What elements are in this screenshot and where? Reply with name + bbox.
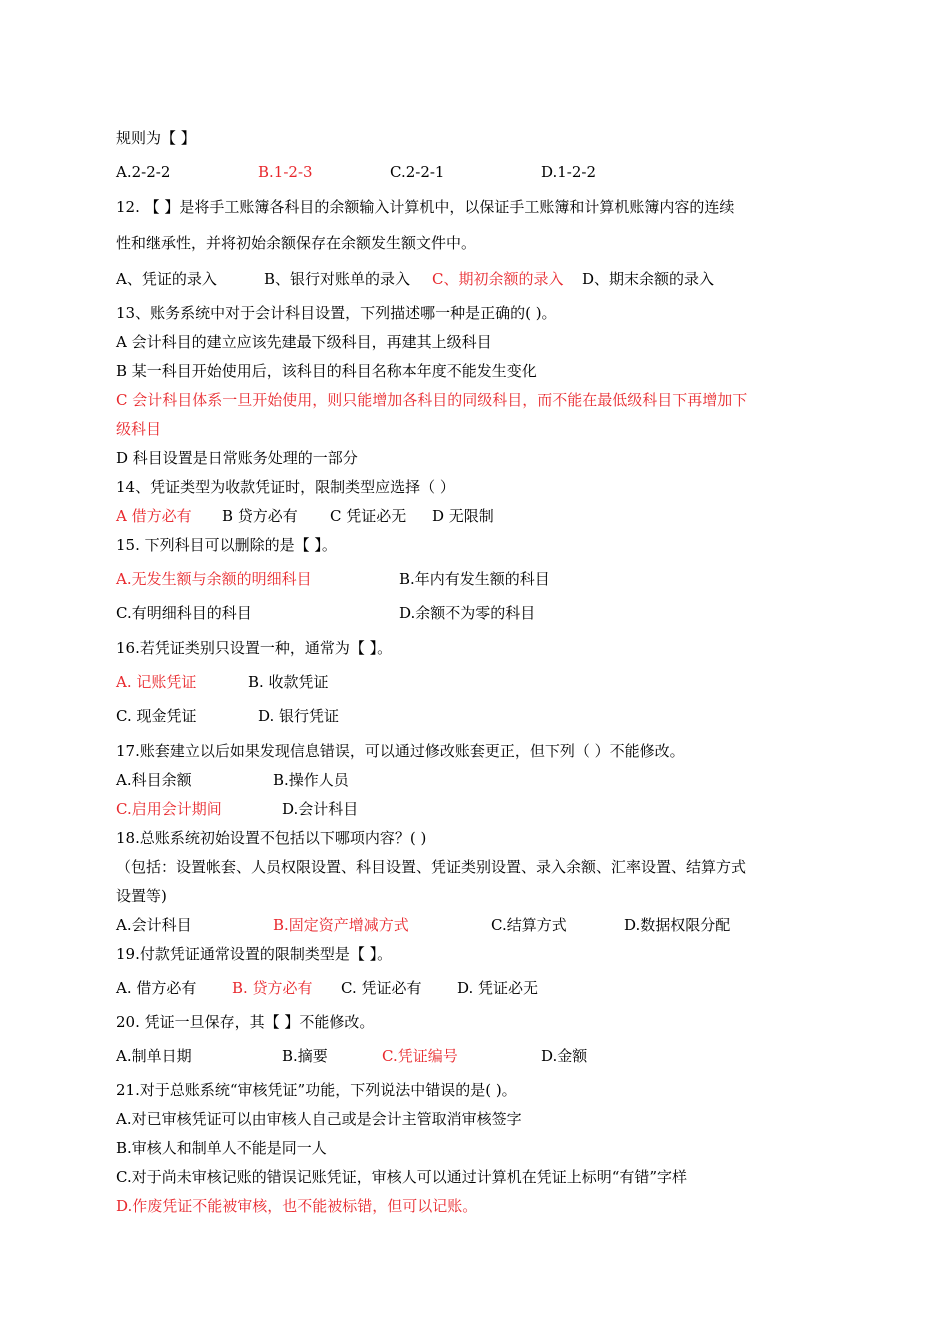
q15-option-d: D.余额不为零的科目 [399, 604, 536, 622]
q14-option-a-answer: A 借方必有 [116, 507, 192, 525]
q11-option-b-answer: B.1-2-3 [258, 163, 313, 181]
q12-option-c-answer: C、期初余额的录入 [432, 270, 564, 288]
q12-option-a: A、凭证的录入 [116, 270, 217, 288]
q13-option-a: A 会计科目的建立应该先建最下级科目，再建其上级科目 [116, 333, 492, 351]
q12-option-d: D、期末余额的录入 [582, 270, 715, 288]
q18-option-c: C.结算方式 [491, 916, 567, 934]
q13-option-c-answer-line2: 级科目 [116, 420, 162, 438]
q18-option-a: A.会计科目 [116, 916, 192, 934]
q17-option-c-answer: C.启用会计期间 [116, 800, 222, 818]
q15-stem: 15. 下列科目可以删除的是【 】。 [116, 536, 337, 554]
q18-option-b-answer: B.固定资产增减方式 [273, 916, 409, 934]
q17-option-b: B.操作人员 [273, 771, 349, 789]
q12-stem-line1: 12. 【 】是将手工账簿各科目的余额输入计算机中，以保证手工账簿和计算机账簿内容的连续 [116, 198, 735, 216]
q21-option-a: A.对已审核凭证可以由审核人自己或是会计主管取消审核签字 [116, 1110, 522, 1128]
q11-option-a: A.2-2-2 [116, 163, 171, 181]
q15-option-b: B.年内有发生额的科目 [399, 570, 550, 588]
q21-stem: 21.对于总账系统“审核凭证”功能，下列说法中错误的是( )。 [116, 1081, 517, 1099]
q17-stem: 17.账套建立以后如果发现信息错误，可以通过修改账套更正，但下列（ ）不能修改。 [116, 742, 685, 760]
q11-option-d: D.1-2-2 [541, 163, 597, 181]
q14-option-c: C 凭证必无 [330, 507, 407, 525]
q16-option-d: D. 银行凭证 [258, 707, 340, 725]
q11-option-c: C.2-2-1 [390, 163, 445, 181]
q16-option-c: C. 现金凭证 [116, 707, 197, 725]
q18-option-d: D.数据权限分配 [624, 916, 731, 934]
q13-option-b: B 某一科目开始使用后，该科目的科目名称本年度不能发生变化 [116, 362, 537, 380]
q18-note-line1: （包括：设置帐套、人员权限设置、科目设置、凭证类别设置、录入余额、汇率设置、结算方式 [116, 858, 747, 876]
q19-option-c: C. 凭证必有 [341, 979, 422, 997]
q11-stem: 规则为【 】 [116, 129, 196, 147]
q14-option-d: D 无限制 [432, 507, 494, 525]
q17-option-a: A.科目余额 [116, 771, 192, 789]
q13-stem: 13、账务系统中对于会计科目设置，下列描述哪一种是正确的( )。 [116, 304, 557, 322]
q16-stem: 16.若凭证类别只设置一种，通常为【 】。 [116, 639, 393, 657]
q21-option-b: B.审核人和制单人不能是同一人 [116, 1139, 327, 1157]
q20-option-d: D.金额 [541, 1047, 588, 1065]
q12-stem-line2: 性和继承性，并将初始余额保存在余额发生额文件中。 [116, 234, 477, 252]
q21-option-d-answer: D.作废凭证不能被审核，也不能被标错，但可以记账。 [116, 1197, 478, 1215]
q15-option-c: C.有明细科目的科目 [116, 604, 252, 622]
q19-option-a: A. 借方必有 [116, 979, 197, 997]
q13-option-d: D 科目设置是日常账务处理的一部分 [116, 449, 358, 467]
q20-option-c-answer: C.凭证编号 [382, 1047, 458, 1065]
q19-option-b-answer: B. 贷方必有 [232, 979, 313, 997]
q20-option-a: A.制单日期 [116, 1047, 192, 1065]
q13-option-c-answer-line1: C 会计科目体系一旦开始使用，则只能增加各科目的同级科目，而不能在最低级科目下再增加下 [116, 391, 748, 409]
q19-stem: 19.付款凭证通常设置的限制类型是【 】。 [116, 945, 393, 963]
q17-option-d: D.会计科目 [282, 800, 359, 818]
q19-option-d: D. 凭证必无 [457, 979, 539, 997]
q16-option-b: B. 收款凭证 [248, 673, 329, 691]
q16-option-a-answer: A. 记账凭证 [116, 673, 197, 691]
q18-stem: 18.总账系统初始设置不包括以下哪项内容？( ) [116, 829, 427, 847]
q12-option-b: B、银行对账单的录入 [264, 270, 411, 288]
q14-stem: 14、凭证类型为收款凭证时，限制类型应选择（ ） [116, 478, 455, 496]
q20-option-b: B.摘要 [282, 1047, 328, 1065]
q14-option-b: B 贷方必有 [222, 507, 298, 525]
q18-note-line2: 设置等) [116, 887, 167, 905]
q20-stem: 20. 凭证一旦保存，其【 】不能修改。 [116, 1013, 375, 1031]
q21-option-c: C.对于尚未审核记账的错误记账凭证，审核人可以通过计算机在凭证上标明“有错”字样 [116, 1168, 688, 1186]
q15-option-a-answer: A.无发生额与余额的明细科目 [116, 570, 312, 588]
